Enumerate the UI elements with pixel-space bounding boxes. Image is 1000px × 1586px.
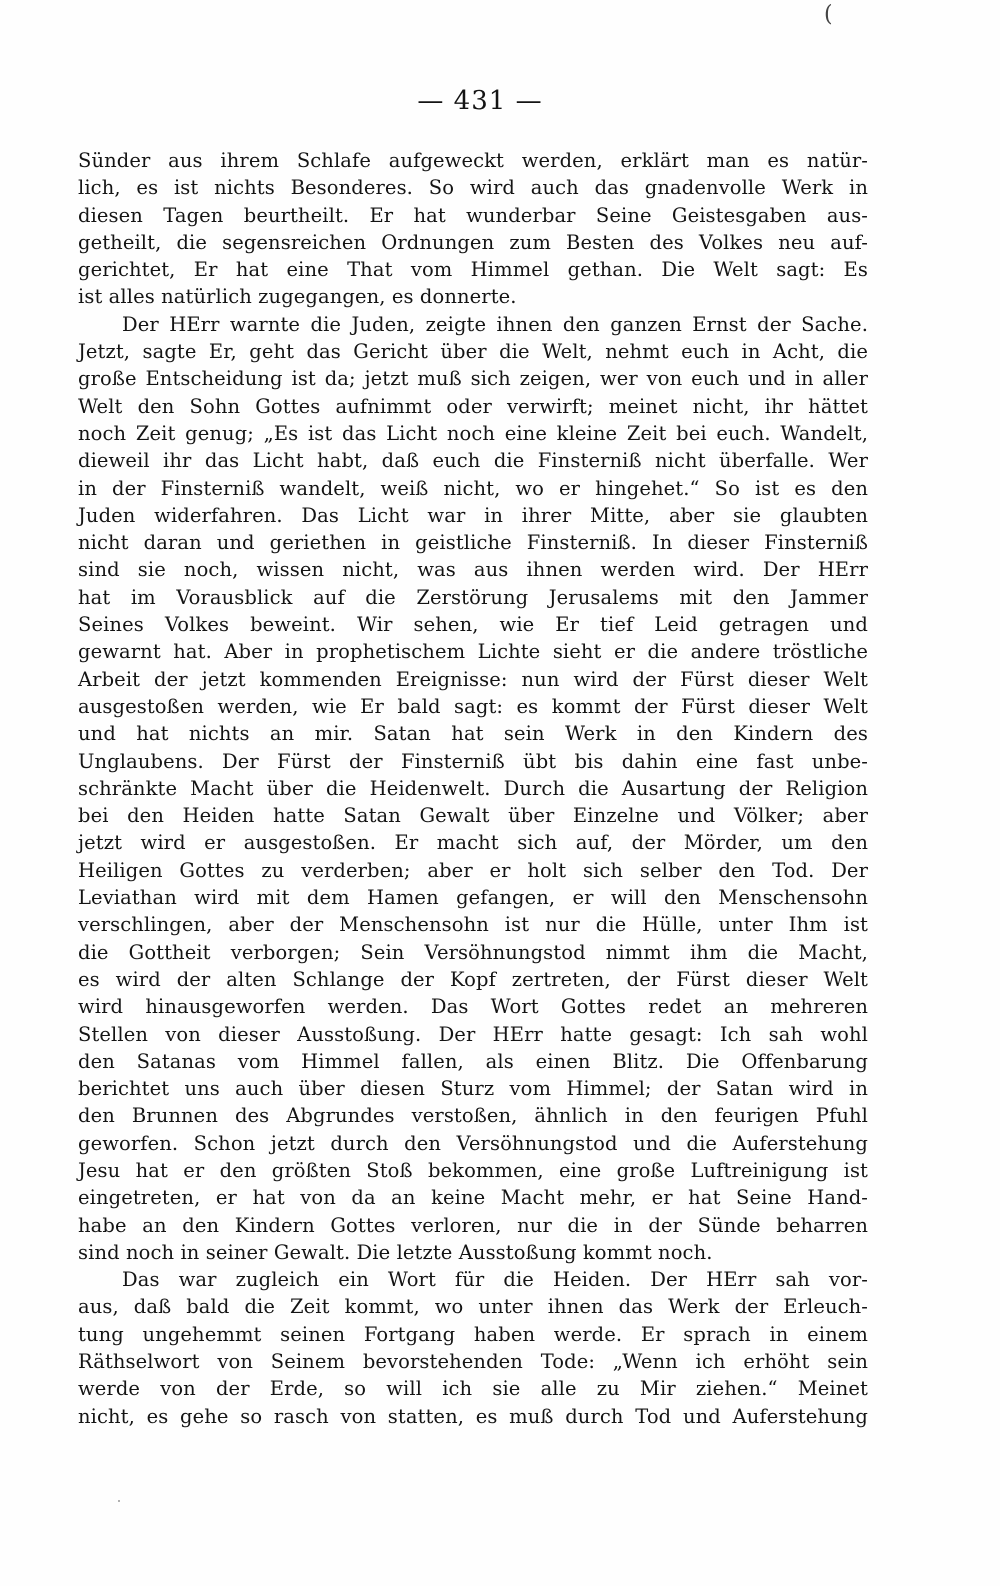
text-line: Unglaubens. Der Fürst der Finsterniß übt bis dahin eine fast unbe- [78, 749, 868, 773]
body-text [78, 147, 868, 1430]
text-line: gerichtet, Er hat eine That vom Himmel gethan. Die Welt sagt: Es [78, 258, 868, 282]
text-line: jetzt wird er ausgestoßen. Er macht sich auf, der Mörder, um den [78, 831, 868, 855]
text-line: hat im Vorausblick auf die Zerstörung Jerusalems mit den Jammer [78, 585, 868, 609]
text-line: Jetzt, sagte Er, geht das Gericht über die Welt, nehmt euch in Acht, die [78, 340, 868, 364]
text-line: dieweil ihr das Licht habt, daß euch die Finsterniß nicht überfalle. Wer [78, 449, 868, 473]
text-line: den Satanas vom Himmel fallen, als einen Blitz. Die Offenbarung [78, 1049, 868, 1073]
text-line: die Gottheit verborgen; Sein Versöhnungstod nimmt ihm die Macht, [78, 940, 868, 964]
text-line: ausgestoßen werden, wie Er bald sagt: es kommt der Fürst dieser Welt [78, 694, 868, 718]
text-line: in der Finsterniß wandelt, weiß nicht, wo er hingehet.“ So ist es den [78, 476, 868, 500]
text-line: es wird der alten Schlange der Kopf zertreten, der Fürst dieser Welt [78, 967, 868, 991]
text-line: Räthselwort von Seinem bevorstehenden Tode: „Wenn ich erhöht sein [78, 1350, 868, 1374]
text-line: Jesu hat er den größten Stoß bekommen, eine große Luftreinigung ist [78, 1158, 868, 1182]
text-line: und hat nichts an mir. Satan hat sein Werk in den Kindern des [78, 722, 868, 746]
corner-mark: ( [824, 2, 833, 27]
text-line: nicht, es gehe so rasch von statten, es muß durch Tod und Auferstehung [78, 1404, 868, 1428]
text-line: den Brunnen des Abgrundes verstoßen, ähnlich in den feurigen Pfuhl [78, 1104, 868, 1128]
paragraph-start-line: Der HErr warnte die Juden, zeigte ihnen den ganzen Ernst der Sache. [122, 312, 868, 336]
text-line: berichtet uns auch über diesen Sturz vom Himmel; der Satan wird in [78, 1077, 868, 1101]
text-line: sind sie noch, wissen nicht, was aus ihnen werden wird. Der HErr [78, 558, 868, 582]
text-line: noch Zeit genug; „Es ist das Licht noch eine kleine Zeit bei euch. Wandelt, [78, 421, 868, 445]
text-line: ist alles natürlich zugegangen, es donnerte. [78, 285, 517, 309]
text-line: gewarnt hat. Aber in prophetischem Lichte sieht er die andere tröstliche [78, 640, 868, 664]
paper-speck [118, 1500, 120, 1502]
text-line: aus, daß bald die Zeit kommt, wo unter ihnen das Werk der Erleuch- [78, 1295, 868, 1319]
text-line: große Entscheidung ist da; jetzt muß sich zeigen, wer von euch und in aller [78, 367, 868, 391]
text-line: Welt den Sohn Gottes aufnimmt oder verwirft; meinet nicht, ihr hättet [78, 394, 868, 418]
text-line: nicht daran und geriethen in geistliche Finsterniß. In dieser Finsterniß [78, 531, 868, 555]
text-line: getheilt, die segensreichen Ordnungen zum Besten des Volkes neu auf- [78, 230, 868, 254]
text-line: Leviathan wird mit dem Hamen gefangen, er will den Menschensohn [78, 886, 868, 910]
text-line: eingetreten, er hat von da an keine Macht mehr, er hat Seine Hand- [78, 1186, 868, 1210]
text-line: sind noch in seiner Gewalt. Die letzte Ausstoßung kommt noch. [78, 1240, 713, 1264]
text-line: tung ungehemmt seinen Fortgang haben werde. Er sprach in einem [78, 1322, 868, 1346]
page-number: — 431 — [417, 86, 543, 116]
text-line: diesen Tagen beurtheilt. Er hat wunderbar Seine Geistesgaben aus- [78, 203, 868, 227]
text-line: habe an den Kindern Gottes verloren, nur die in der Sünde beharren [78, 1213, 868, 1237]
paragraph-start-line: Das war zugleich ein Wort für die Heiden. Der HErr sah vor- [122, 1268, 868, 1292]
text-line: werde von der Erde, so will ich sie alle zu Mir ziehen.“ Meinet [78, 1377, 868, 1401]
text-line: verschlingen, aber der Menschensohn ist nur die Hülle, unter Ihm ist [78, 913, 868, 937]
text-line: Arbeit der jetzt kommenden Ereignisse: nun wird der Fürst dieser Welt [78, 667, 868, 691]
text-line: wird hinausgeworfen werden. Das Wort Gottes redet an mehreren [78, 995, 868, 1019]
text-line: Stellen von dieser Ausstoßung. Der HErr hatte gesagt: Ich sah wohl [78, 1022, 868, 1046]
text-line: geworfen. Schon jetzt durch den Versöhnungstod und die Auferstehung [78, 1131, 868, 1155]
text-line: lich, es ist nichts Besonderes. So wird auch das gnadenvolle Werk in [78, 176, 868, 200]
text-line: Seines Volkes beweint. Wir sehen, wie Er tief Leid getragen und [78, 613, 868, 637]
text-line: schränkte Macht über die Heidenwelt. Durch die Ausartung der Religion [78, 776, 868, 800]
text-line: Sünder aus ihrem Schlafe aufgeweckt werden, erklärt man es natür- [78, 149, 868, 172]
text-line: bei den Heiden hatte Satan Gewalt über Einzelne und Völker; aber [78, 804, 868, 828]
text-line: Heiligen Gottes zu verderben; aber er holt sich selber den Tod. Der [78, 858, 868, 882]
text-line: Juden widerfahren. Das Licht war in ihrer Mitte, aber sie glaubten [78, 503, 868, 527]
